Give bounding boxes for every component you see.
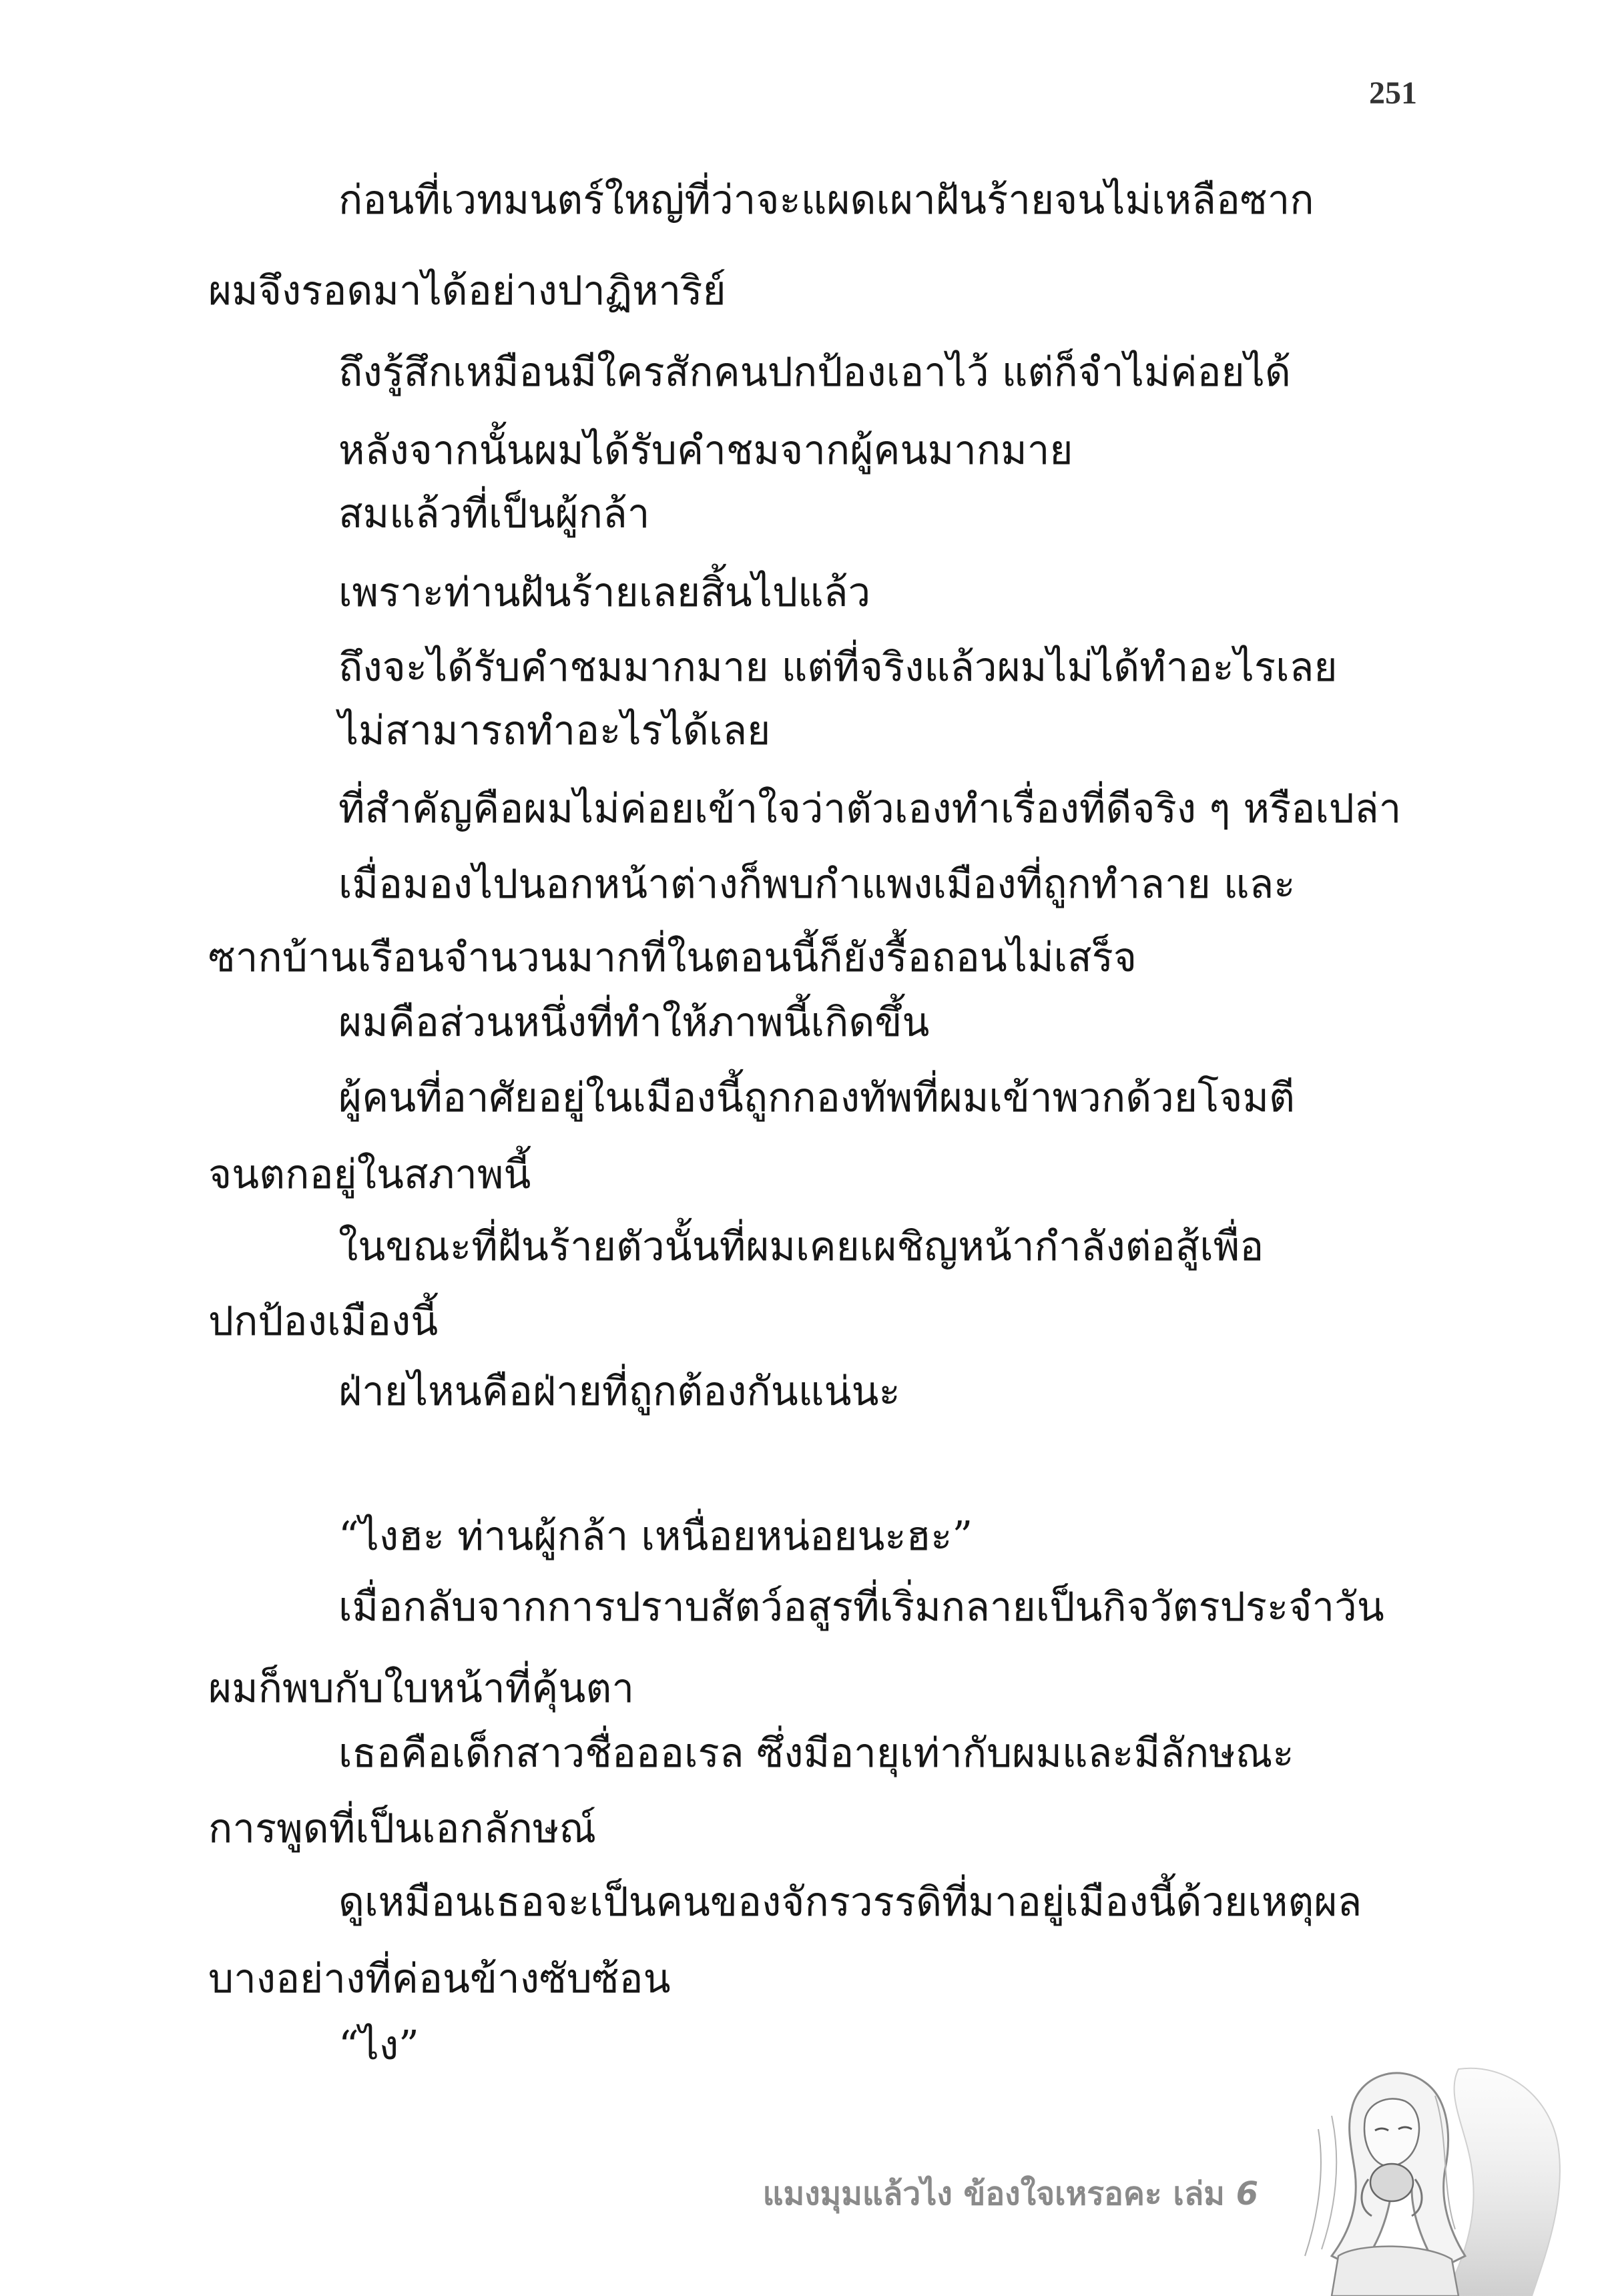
text-line: “ไงฮะ ท่านผู้กล้า เหนื่อยหน่อยนะฮะ”	[338, 1513, 973, 1560]
text-line: ก่อนที่เวทมนตร์ใหญ่ที่ว่าจะแผดเผาฝันร้ายจนไม่เหลือซาก	[338, 177, 1314, 224]
footer-book-title	[763, 2169, 1258, 2219]
text-line: ถึงจะได้รับคำชมมากมาย แต่ที่จริงแล้วผมไม่ได้ทำอะไรเลย	[338, 644, 1338, 691]
page-number: 251	[1369, 75, 1417, 111]
text-line: เพราะท่านฝันร้ายเลยสิ้นไปแล้ว	[338, 569, 871, 616]
girl-illustration-icon	[1292, 2056, 1565, 2296]
text-line: ที่สำคัญคือผมไม่ค่อยเข้าใจว่าตัวเองทำเรื่องที่ดีจริง ๆ หรือเปล่า	[338, 786, 1402, 832]
text-line: ฝ่ายไหนคือฝ่ายที่ถูกต้องกันแน่นะ	[338, 1368, 900, 1415]
text-line: ดูเหมือนเธอจะเป็นคนของจักรวรรดิที่มาอยู่เมืองนี้ด้วยเหตุผล	[338, 1879, 1362, 1926]
text-line: ผมก็พบกับใบหน้าที่คุ้นตา	[208, 1665, 635, 1712]
text-line: ถึงรู้สึกเหมือนมีใครสักคนปกป้องเอาไว้ แต่ก็จำไม่ค่อยได้	[338, 349, 1291, 396]
text-line: ผมจึงรอดมาได้อย่างปาฏิหาริย์	[208, 268, 726, 314]
text-line: บางอย่างที่ค่อนข้างซับซ้อน	[208, 1956, 671, 2002]
text-line: เมื่อกลับจากการปราบสัตว์อสูรที่เริ่มกลายเป็นกิจวัตรประจำวัน	[338, 1584, 1384, 1631]
footer-volume-number: 6	[1236, 2175, 1258, 2213]
text-line: จนตกอยู่ในสภาพนี้	[208, 1151, 531, 1198]
text-line: หลังจากนั้นผมได้รับคำชมจากผู้คนมากมาย	[338, 427, 1073, 474]
text-line: “ไง”	[338, 2022, 419, 2069]
text-line: ปกป้องเมืองนี้	[208, 1298, 439, 1345]
text-line: ผู้คนที่อาศัยอยู่ในเมืองนี้ถูกกองทัพที่ผมเข้าพวกด้วยโจมตี	[338, 1075, 1295, 1121]
text-line: การพูดที่เป็นเอกลักษณ์	[208, 1805, 597, 1852]
text-line: ไม่สามารถทำอะไรได้เลย	[338, 707, 771, 754]
text-line: ซากบ้านเรือนจำนวนมากที่ในตอนนี้ก็ยังรื้อถอนไม่เสร็จ	[208, 934, 1137, 981]
text-line: ในขณะที่ฝันร้ายตัวนั้นที่ผมเคยเผชิญหน้ากำลังต่อสู้เพื่อ	[338, 1223, 1264, 1270]
footer-title-text: แมงมุมแล้วไง ข้องใจเหรอคะ เล่ม	[762, 2175, 1225, 2213]
text-line: ผมคือส่วนหนึ่งที่ทำให้ภาพนี้เกิดขึ้น	[338, 999, 930, 1046]
text-line: เมื่อมองไปนอกหน้าต่างก็พบกำแพงเมืองที่ถูกทำลาย และ	[338, 861, 1296, 908]
text-line: เธอคือเด็กสาวชื่อออเรล ซึ่งมีอายุเท่ากับผมและมีลักษณะ	[338, 1730, 1294, 1777]
text-line: สมแล้วที่เป็นผู้กล้า	[338, 491, 650, 537]
